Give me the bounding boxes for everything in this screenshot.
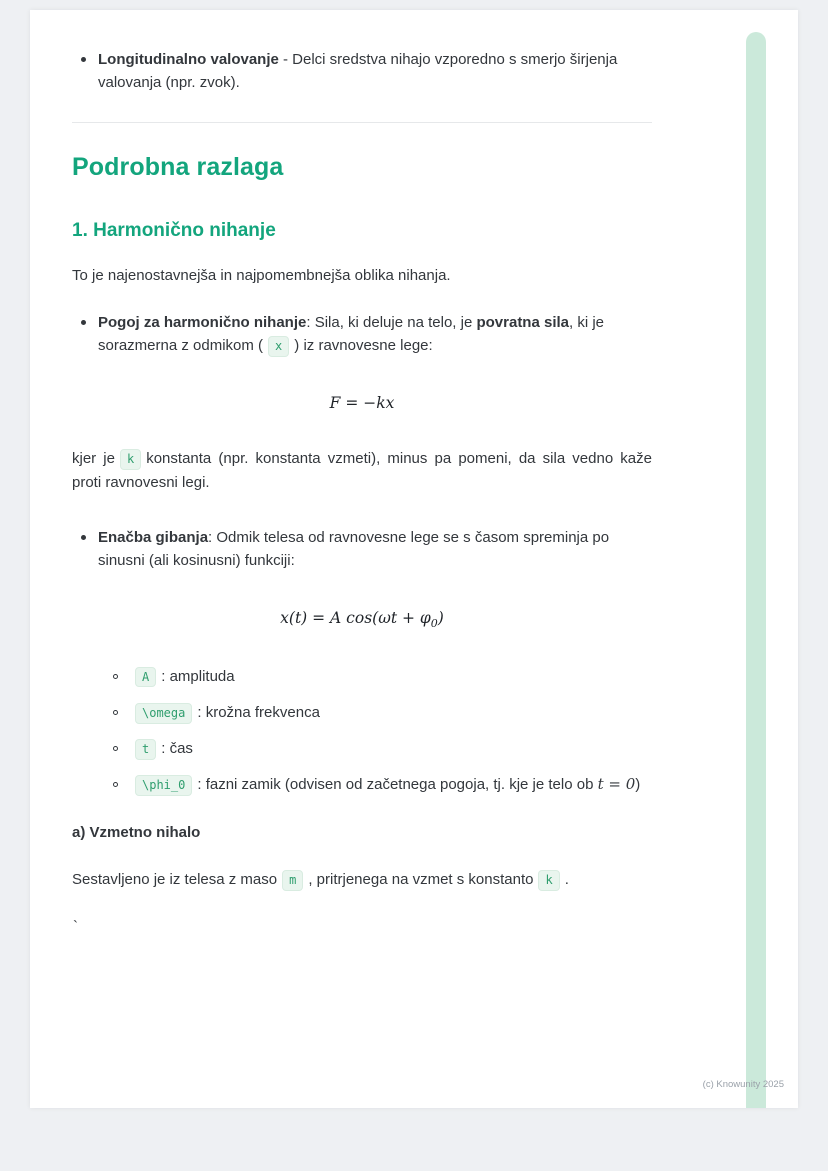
- list-item-equation: [72, 526, 652, 573]
- code-chip-A: A: [135, 667, 156, 688]
- list-item-text: [98, 48, 652, 95]
- symbol-description-close: ): [635, 776, 641, 794]
- inline-math-t0: t = 0: [597, 775, 636, 794]
- symbol-text: [130, 701, 652, 724]
- symbol-item-omega: [72, 701, 652, 724]
- symbol-description: : čas: [161, 740, 193, 758]
- formula-motion-close: ): [437, 609, 444, 628]
- document-content: [30, 10, 798, 938]
- list-item-condition: [72, 311, 652, 358]
- symbol-description: : fazni zamik (odvisen od začetnega pogoja, tj. kje je telo ob: [197, 776, 598, 794]
- stray-backtick: `: [73, 918, 78, 936]
- code-chip-x: x: [268, 336, 289, 357]
- force-note-paragraph: [72, 447, 652, 494]
- code-chip-phi: \phi_0: [135, 775, 192, 796]
- symbol-description: : krožna frekvenca: [197, 703, 320, 721]
- section-title: Podrobna razlaga: [72, 152, 284, 181]
- code-chip-m: m: [282, 870, 303, 891]
- force-note-text-2: konstanta (npr. konstanta vzmeti), minus pa pomeni, da sila vedno kaže proti ravnovesni legi.: [72, 450, 652, 491]
- equation-bold: Enačba gibanja: [98, 528, 209, 546]
- formula-force: F = −kx: [329, 394, 395, 413]
- circle-bullet-marker: [113, 674, 118, 679]
- formula-motion-main: x(t) = A cos(ωt + φ: [280, 609, 431, 628]
- equation-text: : Odmik telesa od ravnovesne lege se s časom spreminja po sinusni (ali kosinusni) funkciji:: [98, 528, 610, 570]
- condition-bold: Pogoj za harmonično nihanje: [98, 313, 307, 331]
- circle-bullet-marker: [113, 710, 118, 715]
- lead-paragraph: To je najenostavnejša in najpomembnejša oblika nihanja.: [72, 266, 451, 284]
- spring-paragraph: [72, 868, 652, 891]
- bullet-marker: [81, 535, 86, 540]
- circle-bullet-marker: [113, 782, 118, 787]
- restoring-force-bold: povratna sila: [476, 313, 570, 331]
- symbol-text: [130, 737, 652, 760]
- condition-text-3: ) iz ravnovesne lege:: [294, 337, 433, 355]
- list-item-text: [98, 526, 652, 573]
- symbol-item-phase: [72, 773, 652, 796]
- force-note-text-1: kjer je: [72, 450, 115, 468]
- symbol-text: [130, 773, 652, 796]
- list-item-text: [98, 311, 652, 358]
- divider: [72, 122, 652, 123]
- condition-text-2: , ki je sorazmerna z odmikom (: [98, 313, 605, 355]
- symbol-item-time: [72, 737, 652, 760]
- subsection-title: 1. Harmonično nihanje: [72, 220, 276, 242]
- code-chip-k: k: [120, 449, 141, 470]
- symbol-text: [130, 665, 652, 688]
- spring-text-2: , pritrjenega na vzmet s konstanto: [308, 870, 534, 888]
- code-chip-omega: \omega: [135, 703, 192, 724]
- symbol-description: : amplituda: [161, 667, 235, 685]
- spring-text-1: Sestavljeno je iz telesa z maso: [72, 870, 278, 888]
- copyright: (c) Knowunity 2025: [702, 1079, 784, 1090]
- code-chip-k2: k: [538, 870, 559, 891]
- list-item-longitudinal: [72, 48, 652, 95]
- formula-motion-subscript: 0: [430, 617, 438, 631]
- term-bold: Longitudinalno valovanje: [98, 51, 279, 68]
- document-page: [30, 10, 798, 1108]
- term-definition: - Delci sredstva nihajo vzporedno s smerjo širjenja valovanja (npr. zvok).: [98, 51, 618, 92]
- bullet-marker: [81, 320, 86, 325]
- bullet-marker: [81, 57, 86, 62]
- code-chip-t: t: [135, 739, 156, 760]
- spring-text-3: .: [564, 870, 569, 888]
- condition-text-1: : Sila, ki deluje na telo, je: [306, 313, 477, 331]
- formula-motion: [72, 606, 652, 632]
- spring-pendulum-heading: a) Vzmetno nihalo: [72, 823, 201, 841]
- symbol-item-amplitude: [72, 665, 652, 688]
- circle-bullet-marker: [113, 746, 118, 751]
